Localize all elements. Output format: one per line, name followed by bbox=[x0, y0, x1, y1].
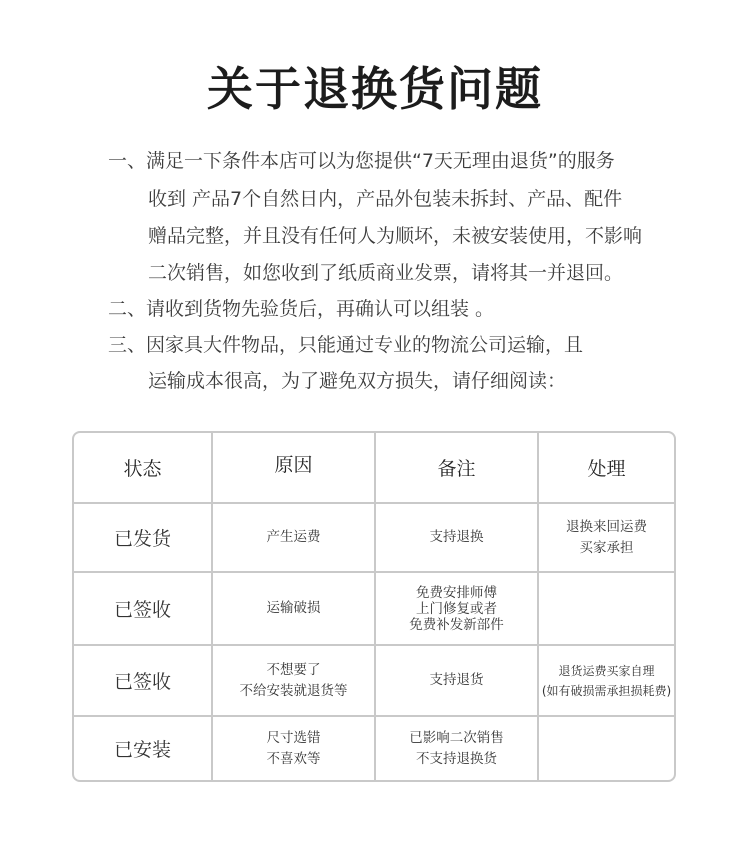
row-3-reason bbox=[213, 646, 374, 715]
note-line-4: 二次销售，如您收到了纸质商业发票，请将其一并退回。 bbox=[148, 262, 624, 284]
row-2-status: 已签收 bbox=[113, 599, 171, 621]
note-line-2: 收到 产品7个自然日内，产品外包装未拆封、产品、配件 bbox=[148, 188, 623, 210]
reason-line: 不喜欢等 bbox=[266, 750, 321, 767]
note-line-1: 一、满足一下条件本店可以为您提供“7天无理由退货”的服务 bbox=[108, 150, 615, 172]
note-line-3: 赠品完整，并且没有任何人为顺坏，未被安装使用，不影响 bbox=[148, 225, 643, 247]
row-1-reason bbox=[213, 504, 374, 571]
remark-line: 不支持退换货 bbox=[416, 750, 497, 767]
note-line-5: 二、请收到货物先验货后，再确认可以组装 。 bbox=[108, 298, 495, 320]
remark-line: 免费安排师傅 bbox=[416, 584, 497, 601]
row-4-reason bbox=[213, 717, 374, 780]
note-line-6: 三、因家具大件物品，只能通过专业的物流公司运输，且 bbox=[108, 334, 584, 356]
header-status: 状态 bbox=[123, 458, 162, 480]
handling-line: 退货运费买家自理 bbox=[558, 663, 655, 678]
row-1-status: 已发货 bbox=[113, 528, 171, 550]
row-1-remark bbox=[376, 504, 537, 571]
row-4-remark bbox=[376, 717, 537, 780]
remark-line: 支持退换 bbox=[429, 529, 484, 545]
header-remark: 备注 bbox=[437, 458, 476, 480]
handling-line: 买家承担 bbox=[579, 539, 634, 556]
header-handling: 处理 bbox=[587, 458, 626, 480]
note-line-7: 运输成本很高，为了避免双方损失，请仔细阅读： bbox=[148, 370, 567, 392]
row-3-remark bbox=[376, 646, 537, 715]
handling-line: (如有破损需承担损耗费) bbox=[541, 683, 672, 698]
remark-line: 免费补发新部件 bbox=[409, 616, 504, 633]
handling-line: 退换来回运费 bbox=[566, 518, 647, 535]
reason-line: 不想要了 bbox=[266, 661, 321, 678]
header-reason: 原因 bbox=[274, 453, 313, 476]
reason-line: 运输破损 bbox=[266, 600, 321, 616]
reason-line: 产生运费 bbox=[266, 529, 321, 545]
row-3-status: 已签收 bbox=[113, 671, 171, 693]
row-4-handling bbox=[539, 717, 674, 780]
reason-line: 尺寸选错 bbox=[266, 729, 321, 746]
row-2-handling bbox=[539, 573, 674, 644]
remark-line: 已影响二次销售 bbox=[409, 729, 504, 746]
remark-line: 支持退货 bbox=[429, 672, 484, 688]
reason-line: 不给安装就退货等 bbox=[239, 682, 348, 699]
row-1-handling bbox=[539, 504, 674, 571]
return-policy-table bbox=[72, 431, 676, 782]
row-2-reason bbox=[213, 573, 374, 644]
page-title: 关于退换货问题 bbox=[207, 62, 543, 116]
row-2-remark bbox=[376, 573, 537, 644]
row-4-status: 已安装 bbox=[113, 739, 171, 761]
remark-line: 上门修复或者 bbox=[416, 600, 497, 617]
row-3-handling bbox=[539, 646, 674, 715]
